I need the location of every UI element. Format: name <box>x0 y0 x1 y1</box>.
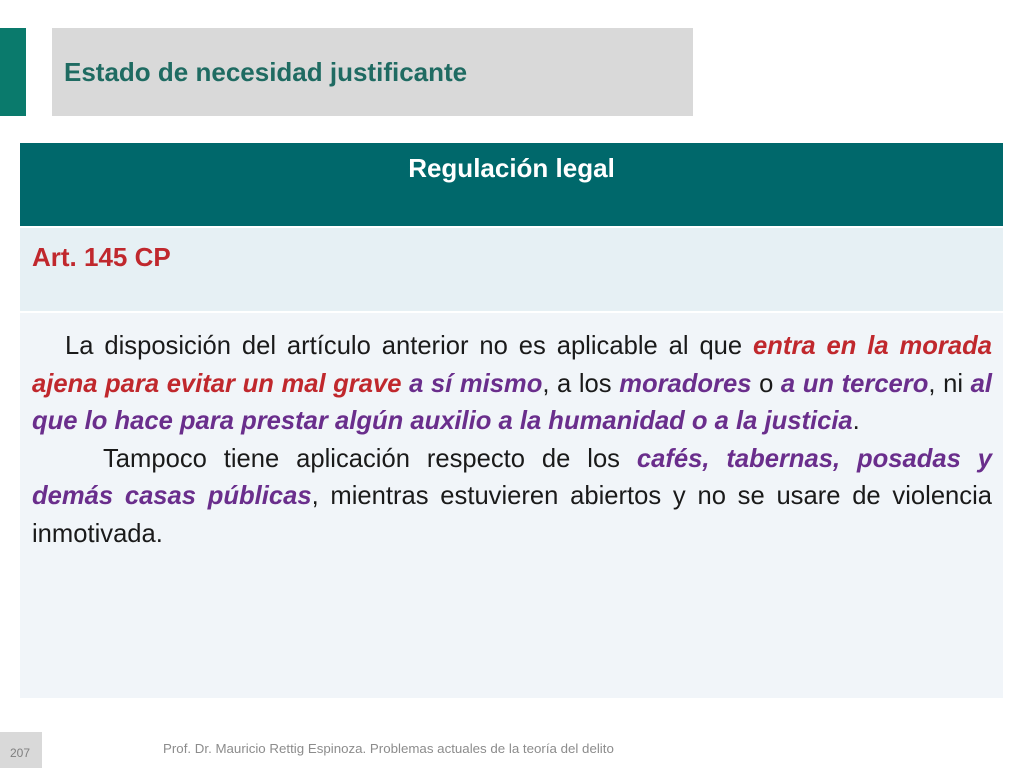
regulation-table <box>20 143 1003 698</box>
article-paragraph-1 <box>32 328 992 441</box>
emphasis-purple: cafés, tabernas, posadas y demás casas públicas <box>32 444 992 511</box>
paragraph-text: , a los <box>542 369 620 398</box>
paragraph-text: Tampoco tiene aplicación respecto de los <box>103 444 637 473</box>
table-header <box>20 143 1003 226</box>
article-label: Art. 145 CP <box>32 242 171 272</box>
emphasis-red: entra en la morada ajena para evitar un mal grave <box>32 332 992 398</box>
emphasis-purple: a sí mismo <box>409 369 543 398</box>
article-paragraph-2 <box>32 441 992 554</box>
paragraph-text <box>401 370 409 398</box>
paragraph-text: La disposición del artículo anterior no es aplicable al que <box>65 332 754 360</box>
emphasis-purple: al que lo hace para prestar algún auxilio a la humanidad o a la justicia <box>32 369 992 436</box>
page-number: 207 <box>10 746 31 760</box>
article-text <box>32 328 992 554</box>
footer-text: Prof. Dr. Mauricio Rettig Espinoza. Problemas actuales de la teoría del delito <box>163 741 614 756</box>
table-header-text: Regulación legal <box>408 153 615 183</box>
paragraph-text: o <box>751 369 781 398</box>
article-row <box>20 228 1003 311</box>
emphasis-purple: moradores <box>619 369 752 398</box>
accent-bar <box>0 28 26 116</box>
paragraph-text: , mientras estuvieren abiertos y no se usare de violencia inmotivada. <box>32 482 992 548</box>
emphasis-purple: a un tercero <box>780 369 929 398</box>
slide-title: Estado de necesidad justificante <box>64 57 468 87</box>
title-box <box>52 28 693 116</box>
article-text-row <box>20 313 1003 698</box>
paragraph-text: , ni <box>928 369 971 398</box>
paragraph-text: . <box>852 407 860 436</box>
